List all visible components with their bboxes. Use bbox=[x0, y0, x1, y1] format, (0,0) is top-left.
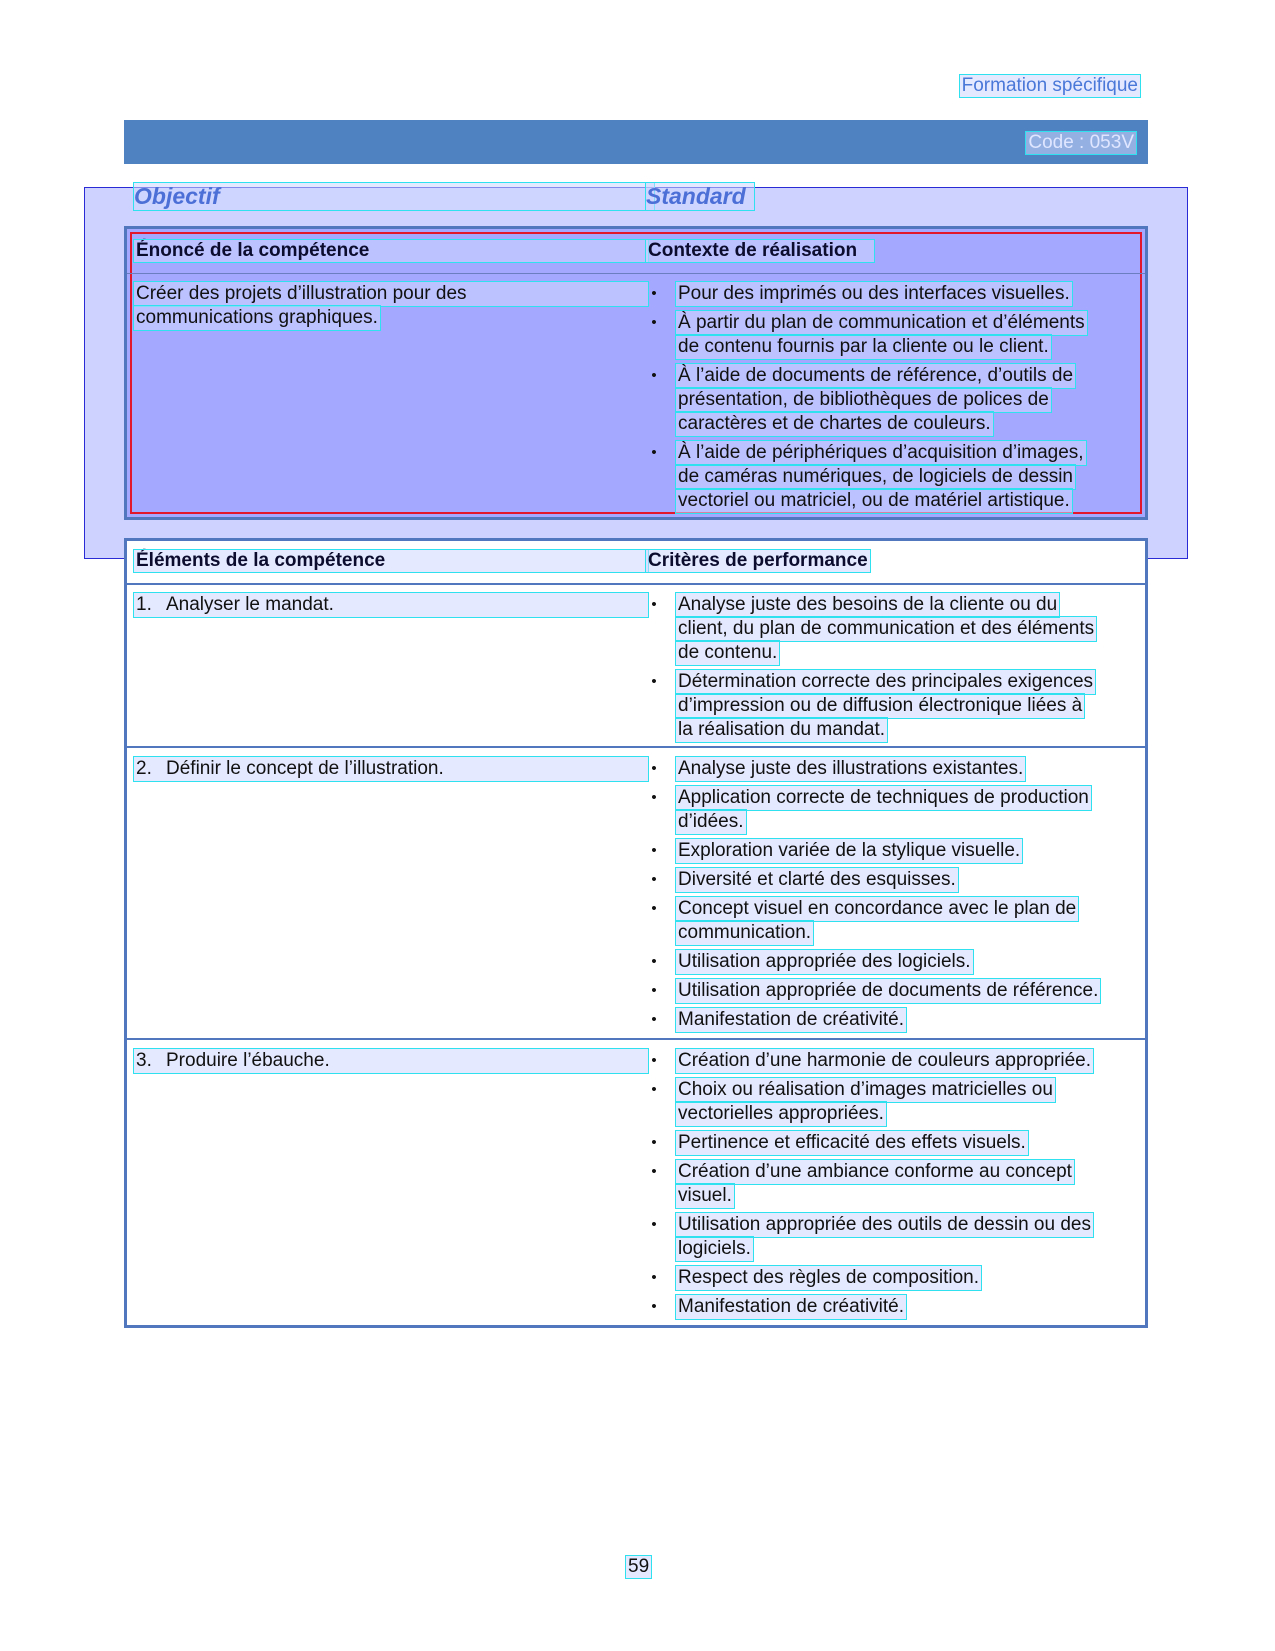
bullet-line: Création d’une harmonie de couleurs appropriée. bbox=[678, 1050, 1091, 1071]
bullet-item bbox=[646, 1295, 1142, 1319]
bullet-icon: • bbox=[651, 367, 657, 384]
bullet-line: de caméras numériques, de logiciels de dessin bbox=[678, 466, 1073, 487]
bullet-line: Utilisation appropriée des outils de dessin ou des bbox=[678, 1214, 1091, 1235]
bullet-item bbox=[646, 839, 1142, 863]
bullet-line: Détermination correcte des principales exigences bbox=[678, 671, 1094, 692]
bullet-item bbox=[646, 757, 1142, 781]
bullet-line: d’impression ou de diffusion électronique liées à bbox=[678, 695, 1083, 716]
bullet-line: d’idées. bbox=[678, 811, 744, 832]
bullet-item bbox=[646, 979, 1142, 1003]
bullet-item bbox=[646, 1008, 1142, 1032]
statement-header: Énoncé de la compétence bbox=[134, 240, 648, 262]
bullet-icon: • bbox=[651, 673, 657, 690]
bullet-line: Diversité et clarté des esquisses. bbox=[678, 869, 956, 890]
bullet-icon: • bbox=[651, 1298, 657, 1315]
bullet-line: visuel. bbox=[678, 1185, 732, 1206]
objective-heading: Objectif bbox=[134, 183, 654, 210]
bullet-item bbox=[646, 670, 1142, 742]
bullet-icon: • bbox=[651, 285, 657, 302]
bullet-item bbox=[646, 897, 1142, 945]
element-number: 2. bbox=[136, 758, 152, 779]
bullet-line: Création d’une ambiance conforme au concept bbox=[678, 1161, 1072, 1182]
bullet-line: À partir du plan de communication et d’éléments bbox=[678, 312, 1085, 333]
competency-element bbox=[134, 593, 648, 617]
statement-line: communications graphiques. bbox=[136, 307, 378, 328]
context-list bbox=[646, 282, 1142, 518]
bullet-line: de contenu. bbox=[678, 642, 778, 663]
bullet-line: la réalisation du mandat. bbox=[678, 719, 886, 740]
bullet-line: Pour des imprimés ou des interfaces visuelles. bbox=[678, 283, 1070, 304]
criteria-list bbox=[646, 1049, 1142, 1324]
bullet-item bbox=[646, 1213, 1142, 1261]
bullet-line: Pertinence et efficacité des effets visuels. bbox=[678, 1132, 1026, 1153]
bullet-icon: • bbox=[651, 444, 657, 461]
bullet-line: À l’aide de documents de référence, d’outils de bbox=[678, 365, 1074, 386]
bullet-line: Manifestation de créativité. bbox=[678, 1296, 905, 1317]
bullet-line: de contenu fournis par la cliente ou le client. bbox=[678, 336, 1049, 357]
statement-line: Créer des projets d’illustration pour des bbox=[134, 282, 648, 306]
header-divider bbox=[127, 273, 1145, 274]
bullet-line: Utilisation appropriée de documents de référence. bbox=[678, 980, 1099, 1001]
bullet-icon: • bbox=[651, 842, 657, 859]
bullet-icon: • bbox=[651, 1134, 657, 1151]
bullet-icon: • bbox=[651, 1052, 657, 1069]
element-label: Définir le concept de l’illustration. bbox=[166, 758, 444, 779]
bullet-icon: • bbox=[651, 596, 657, 613]
bullet-item bbox=[646, 282, 1142, 306]
competency-element bbox=[134, 1049, 648, 1073]
bullet-item bbox=[646, 441, 1142, 513]
bullet-line: logiciels. bbox=[678, 1238, 751, 1259]
bullet-icon: • bbox=[651, 871, 657, 888]
bullet-item bbox=[646, 1266, 1142, 1290]
bullet-item bbox=[646, 786, 1142, 834]
bullet-icon: • bbox=[651, 1081, 657, 1098]
bullet-line: Application correcte de techniques de production bbox=[678, 787, 1089, 808]
row-divider bbox=[127, 1038, 1145, 1040]
bullet-icon: • bbox=[651, 760, 657, 777]
bullet-line: Respect des règles de composition. bbox=[678, 1267, 979, 1288]
bullet-line: client, du plan de communication et des éléments bbox=[678, 618, 1095, 639]
bullet-line: Analyse juste des besoins de la cliente ou du bbox=[678, 594, 1058, 615]
bullet-icon: • bbox=[651, 953, 657, 970]
bullet-icon: • bbox=[651, 314, 657, 331]
element-number: 3. bbox=[136, 1050, 152, 1071]
header-divider bbox=[127, 583, 1145, 585]
bullet-line: vectoriel ou matriciel, ou de matériel artistique. bbox=[678, 490, 1070, 511]
bullet-item bbox=[646, 311, 1142, 359]
bullet-icon: • bbox=[651, 1269, 657, 1286]
bullet-icon: • bbox=[651, 982, 657, 999]
bullet-item bbox=[646, 1131, 1142, 1155]
competency-code: Code : 053V bbox=[1028, 132, 1134, 153]
section-label: Formation spécifique bbox=[961, 75, 1138, 96]
bullet-line: Utilisation appropriée des logiciels. bbox=[678, 951, 971, 972]
bullet-line: Exploration variée de la stylique visuelle. bbox=[678, 840, 1021, 861]
bullet-line: vectorielles appropriées. bbox=[678, 1103, 884, 1124]
bullet-icon: • bbox=[651, 789, 657, 806]
element-label: Produire l’ébauche. bbox=[166, 1050, 330, 1071]
standard-heading: Standard bbox=[646, 183, 754, 210]
bullet-icon: • bbox=[651, 1216, 657, 1233]
bullet-line: communication. bbox=[678, 922, 812, 943]
elements-header: Éléments de la compétence bbox=[134, 550, 648, 572]
criteria-list bbox=[646, 593, 1142, 747]
bullet-item bbox=[646, 950, 1142, 974]
bullet-line: caractères et de chartes de couleurs. bbox=[678, 413, 991, 434]
bullet-item bbox=[646, 1160, 1142, 1208]
bullet-item bbox=[646, 1049, 1142, 1073]
bullet-item bbox=[646, 593, 1142, 665]
bullet-line: Analyse juste des illustrations existantes. bbox=[678, 758, 1024, 779]
element-number: 1. bbox=[136, 594, 152, 615]
bullet-icon: • bbox=[651, 1163, 657, 1180]
element-label: Analyser le mandat. bbox=[166, 594, 334, 615]
bullet-line: À l’aide de périphériques d’acquisition d’images, bbox=[678, 442, 1084, 463]
bullet-item bbox=[646, 364, 1142, 436]
bullet-icon: • bbox=[651, 900, 657, 917]
bullet-line: Concept visuel en concordance avec le plan de bbox=[678, 898, 1077, 919]
bullet-item bbox=[646, 868, 1142, 892]
code-bar bbox=[124, 120, 1148, 164]
page-number: 59 bbox=[628, 1556, 650, 1577]
bullet-line: présentation, de bibliothèques de polices de bbox=[678, 389, 1049, 410]
context-header: Contexte de réalisation bbox=[646, 240, 874, 262]
bullet-icon: • bbox=[651, 1011, 657, 1028]
criteria-header: Critères de performance bbox=[648, 550, 868, 571]
competency-element bbox=[134, 757, 648, 781]
bullet-line: Manifestation de créativité. bbox=[678, 1009, 905, 1030]
bullet-item bbox=[646, 1078, 1142, 1126]
bullet-line: Choix ou réalisation d’images matricielles ou bbox=[678, 1079, 1053, 1100]
criteria-list bbox=[646, 757, 1142, 1037]
